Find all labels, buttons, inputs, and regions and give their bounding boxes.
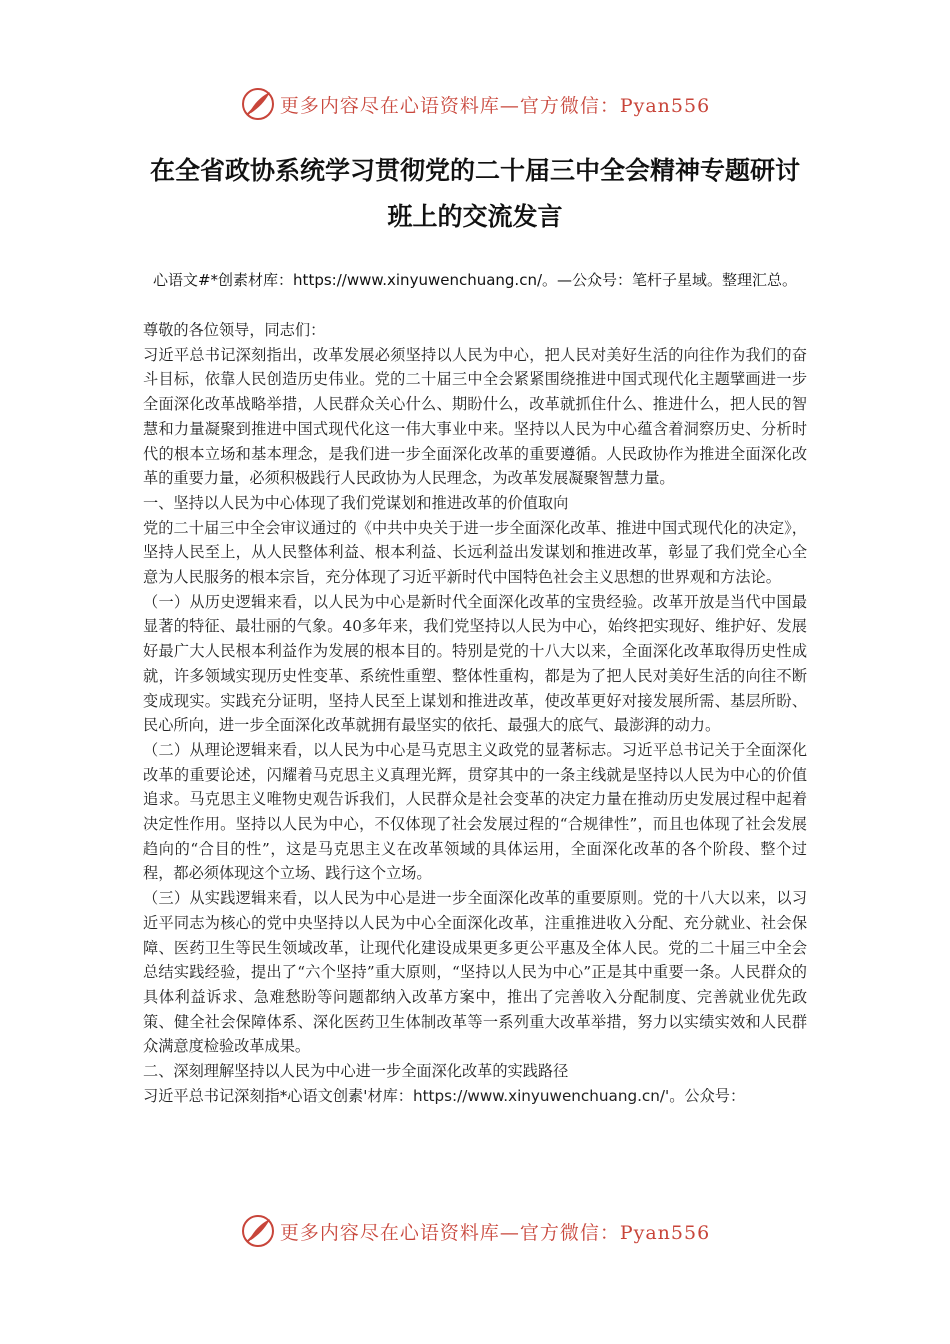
paragraph: 党的二十届三中全会审议通过的《中共中央关于进一步全面深化改革、推进中国式现代化的决定》，坚持人民至上，从人民整体利益、根本利益、长远利益出发谋划和推进改革，彰显了我们党全心全意为人民服务的根本宗旨，充分体现了习近平新时代中国特色社会主义思想的世界观和方法论。	[143, 518, 807, 587]
watermark-text: 更多内容尽在心语资料库—官方微信：Pyan556	[279, 1221, 711, 1244]
watermark-text: 更多内容尽在心语资料库—官方微信：Pyan556	[279, 94, 711, 117]
salutation: 尊敬的各位领导，同志们：	[143, 321, 326, 339]
paragraph: （二）从理论逻辑来看，以人民为中心是马克思主义政党的显著标志。习近平总书记关于全面深化改革的重要论述，闪耀着马克思主义真理光辉，贯穿其中的一条主线就是坚持以人民为中心的价值追求。马克思主义唯物史观告诉我们，人民群众是社会变革的决定力量在推动历史发展过程中起着决定性作用。坚持以人民为中心，不仅体现了社会发展过程的“合规律性”，而且也体现了社会发展趋向的“合目的性”，这是马克思主义在改革领域的具体运用，全面深化改革的各个阶段、整个过程，都必须体现这个立场、践行这个立场。	[143, 740, 807, 883]
paragraph: （三）从实践逻辑来看，以人民为中心是进一步全面深化改革的重要原则。党的十八大以来，以习近平同志为核心的党中央坚持以人民为中心全面深化改革，注重推进收入分配、充分就业、社会保障、医药卫生等民生领域改革，让现代化建设成果更多更公平惠及全体人民。党的二十届三中全会总结实践经验，提出了“六个坚持”重大原则，“坚持以人民为中心”正是其中重要一条。人民群众的具体利益诉求、急难愁盼等问题都纳入改革方案中，推出了完善收入分配制度、完善就业优先政策、健全社会保障体系、深化医药卫生体制改革等一系列重大改革举措，努力以实绩实效和人民群众满意度检验改革成果。	[143, 889, 807, 1056]
watermark-banner-bottom	[0, 1211, 950, 1251]
document-title: 在全省政协系统学习贯彻党的二十届三中全会精神专题研讨班上的交流发言	[149, 156, 800, 231]
paragraph: 习近平总书记深刻指出，改革发展必须坚持以人民为中心，把人民对美好生活的向往作为我们的奋斗目标，依靠人民创造历史伟业。党的二十届三中全会紧紧围绕推进中国式现代化主题擘画进一步全面深化改革战略举措，人民群众关心什么、期盼什么，改革就抓住什么、推进什么，把人民的智慧和力量凝聚到推进中国式现代化这一伟大事业中来。坚持以人民为中心蕴含着洞察历史、分析时代的根本立场和基本理念，是我们进一步全面深化改革的重要遵循。人民政协作为推进全面深化改革的重要力量，必须积极践行人民政协为人民理念，为改革发展凝聚智慧力量。	[143, 345, 807, 488]
feather-pen-logo-icon	[240, 86, 276, 122]
source-note: 心语文#*创素材库：https://www.xinyuwenchuang.cn/。—公众号：笔杆子星域。整理汇总。	[152, 271, 798, 289]
watermark-banner-top	[0, 84, 950, 124]
section-heading: 一、坚持以人民为中心体现了我们党谋划和推进改革的价值取向	[143, 493, 569, 512]
document-body	[143, 318, 807, 1109]
section-heading: 二、深刻理解坚持以人民为中心进一步全面深化改革的实践路径	[143, 1062, 569, 1081]
feather-pen-logo-icon	[240, 1213, 276, 1249]
paragraph: 习近平总书记深刻指*心语文创素'材库：https://www.xinyuwenchuang.cn/'。公众号：	[143, 1086, 746, 1105]
paragraph: （一）从历史逻辑来看，以人民为中心是新时代全面深化改革的宝贵经验。改革开放是当代中国最显著的特征、最壮丽的气象。40多年来，我们党坚持以人民为中心，始终把实现好、维护好、发展好最广大人民根本利益作为发展的根本目的。特别是党的十八大以来，全面深化改革取得历史性成就，许多领域实现历史性变革、系统性重塑、整体性重构，都是为了把人民对美好生活的向往不断变成现实。实践充分证明，坚持人民至上谋划和推进改革，使改革更好对接发展所需、基层所盼、民心所向，进一步全面深化改革就拥有最坚实的依托、最强大的底气、最澎湃的动力。	[143, 592, 807, 735]
